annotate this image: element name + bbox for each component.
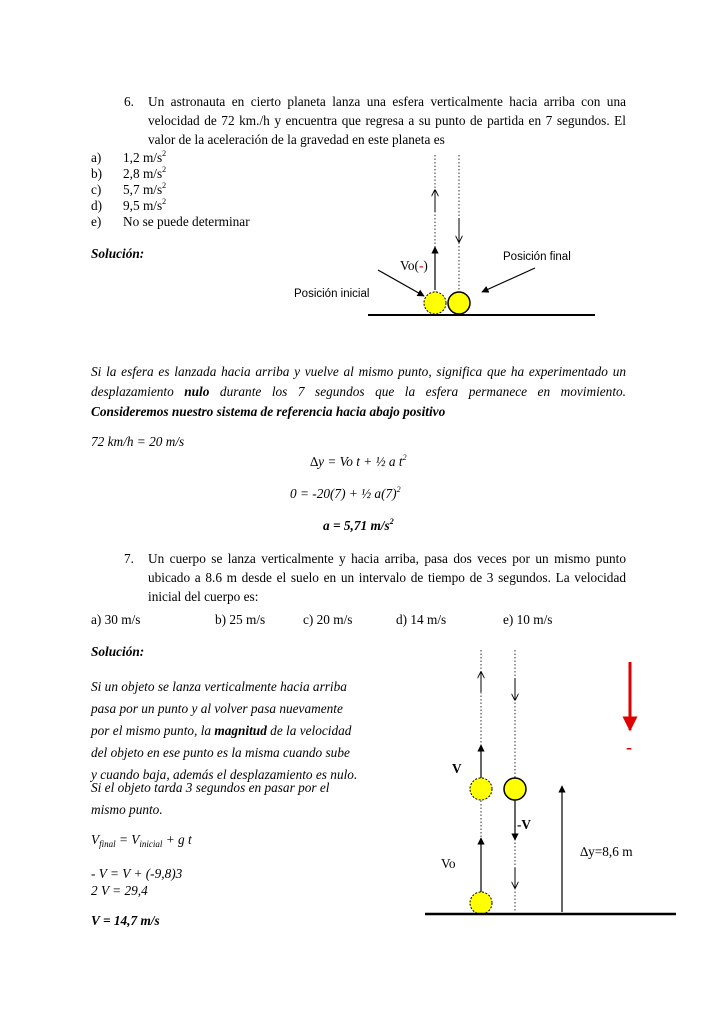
q6-vo-label: Vo(-) — [400, 258, 428, 273]
q7-option-b: b) 25 m/s — [215, 612, 266, 627]
q6-final-pointer — [482, 268, 535, 292]
q7-expl-line-1: Si un objeto se lanza verticalmente hacia arriba — [91, 679, 347, 694]
q7-step-2: 2 V = 29,4 — [91, 883, 148, 898]
q7-step-1: - V = V + (-9,8)3 — [91, 866, 183, 881]
q7-time-line-1: Si el objeto tarda 3 segundos en pasar por el — [91, 780, 330, 795]
q7-ball-start — [470, 892, 492, 914]
q6-initial-position-label: Posición inicial — [294, 288, 370, 300]
q7-expl-line-2: pasa por un punto y al volver pasa nuevamente — [91, 701, 343, 716]
q7-time-line-2: mismo punto. — [91, 802, 163, 817]
q6-number: 6. — [124, 94, 134, 109]
q6-solution-label: Solución: — [91, 246, 145, 261]
q6-ball-initial — [424, 292, 446, 314]
q7-expl-line-5: y cuando baja, además el desplazamiento es nulo. — [91, 767, 358, 782]
q6-equation-2: 0 = -20(7) + ½ $a(7)^2$ — [290, 485, 401, 501]
q6-conversion: 72 km/h = 20 m/s — [91, 434, 185, 449]
q7-solution-label: Solución: — [91, 644, 145, 659]
q7-sign-label: - — [626, 737, 632, 757]
q6-equation-1: ∆y = Vo t + ½ a $t^2$ — [310, 453, 407, 469]
q7-expl-line-4: del objeto en ese punto es la misma cuando sube — [91, 745, 350, 760]
q7-dy-label: ∆y=8,6 m — [580, 844, 633, 859]
q7-ball-down — [504, 778, 526, 800]
q6-option-c: c) 5,7 $m/s^2$ — [91, 181, 167, 197]
q7-vo-label: Vo — [441, 856, 456, 871]
q6-option-b: b) 2,8 $m/s^2$ — [91, 165, 167, 181]
q7-time-text — [91, 777, 329, 821]
q7-expl-line-3: por el mismo punto, la magnitud de la velocidad — [91, 723, 352, 738]
q7-option-c: c) 20 m/s — [303, 612, 353, 627]
q7-result: V = 14,7 m/s — [91, 913, 160, 928]
q7-ball-up — [470, 778, 492, 800]
q7-option-d: d) 14 m/s — [396, 612, 447, 627]
q7-explanation — [91, 676, 357, 786]
q6-option-a: a) 1,2 $m/s^2$ — [91, 149, 167, 165]
q7-v-label: V — [452, 761, 462, 776]
q7-neg-v-label: -V — [517, 817, 532, 832]
q6-option-d: d) 9,5 $m/s^2$ — [91, 197, 167, 213]
q6-option-e: e) No se puede determinar — [91, 214, 250, 229]
q6-question-text: Un astronauta en cierto planeta lanza una esfera verticalmente hacia arriba con una velocidad de 72 km./h y encuentra que regresa a su punto de partida en 7 segundos. El valor de la aceleración de la gravedad en este planeta es — [148, 94, 626, 147]
q7-question-text: Un cuerpo se lanza verticalmente y hacia arriba, pasa dos veces por un mismo punto ubicado a 8.6 m desde el suelo en un intervalo de tiempo de 3 segundos. La velocidad inicial del cuerpo es: — [148, 551, 626, 604]
q6-result: a = 5,71 $m/s^2$ — [323, 517, 394, 533]
q7-formula: $V_{final} = V_{inicial} + g$ t — [91, 832, 192, 849]
q7-number: 7. — [124, 551, 134, 566]
q6-final-position-label: Posición final — [503, 251, 571, 263]
q6-ball-final — [448, 292, 470, 314]
q7-option-e: e) 10 m/s — [503, 612, 553, 627]
q6-explanation: Si la esfera es lanzada hacia arriba y vuelve al mismo punto, significa que ha experimentado un desplazamiento nulo durante los 7 segundos que la esfera permanece en movimiento. Consideremos nuestro sistema de referencia hacia abajo positivo — [91, 364, 626, 419]
q7-option-a: a) 30 m/s — [91, 612, 141, 627]
